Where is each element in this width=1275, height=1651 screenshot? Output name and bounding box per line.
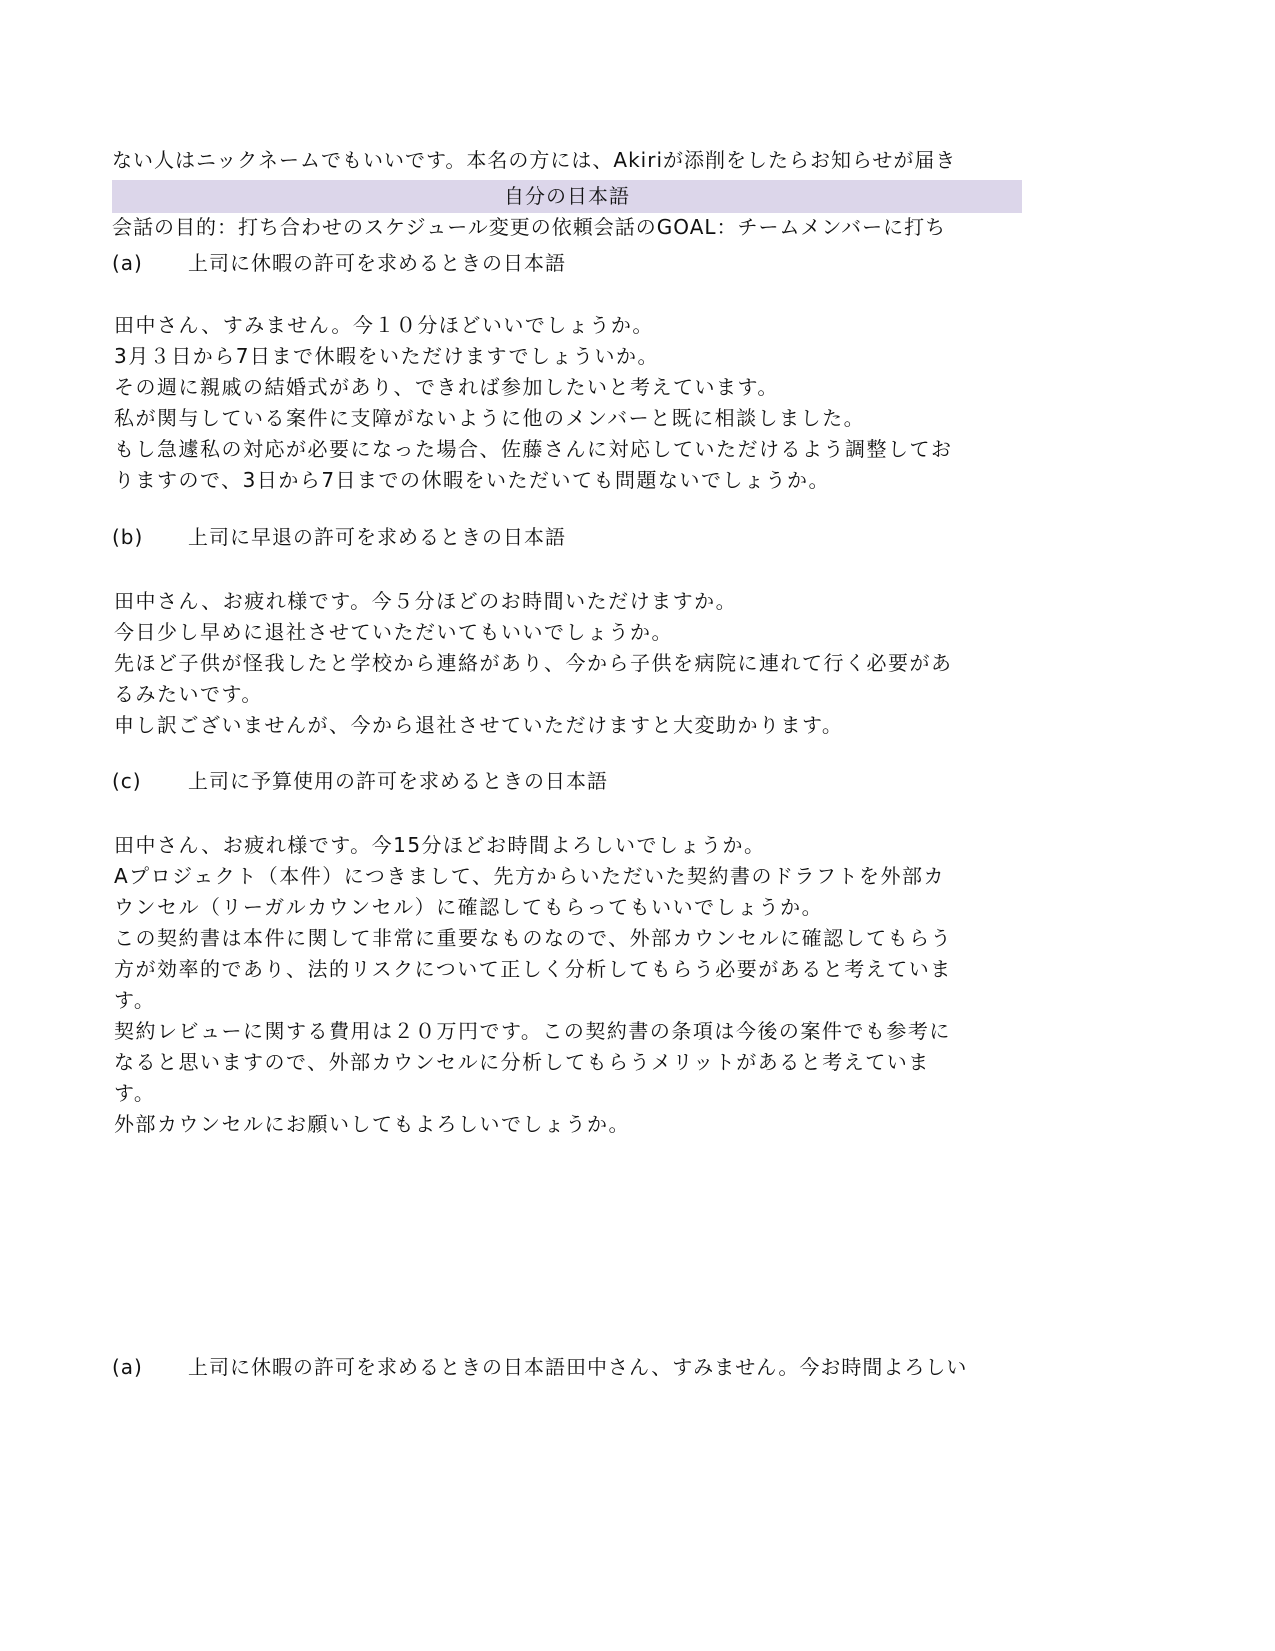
section-c-line: 方が効率的であり、法的リスクについて正しく分析してもらう必要があると考えていま: [114, 957, 952, 981]
section-a-line: その週に親戚の結婚式があり、できれば参加したいと考えています。: [114, 375, 779, 399]
section-b-heading[interactable]: [112, 522, 1022, 552]
top-note-cell[interactable]: [112, 145, 1022, 175]
section-a-heading[interactable]: [112, 248, 1022, 278]
section-a-line: 田中さん、すみません。今１０分ほどいいでしょうか。: [114, 313, 654, 337]
page-title: 自分の日本語: [504, 184, 630, 208]
section-c-line: Aプロジェクト（本件）につきまして、先方からいただいた契約書のドラフトを外部カ: [114, 864, 945, 888]
section-c-label: (c): [112, 769, 142, 793]
section-c-line: 田中さん、お疲れ様です。今15分ほどお時間よろしいでしょうか。: [114, 833, 766, 857]
footer-row-cell[interactable]: [112, 1352, 1022, 1382]
section-c-body[interactable]: [114, 830, 1014, 1140]
section-a-title: 上司に休暇の許可を求めるときの日本語: [188, 251, 566, 275]
section-a-line: 私が関与している案件に支障がないように他のメンバーと既に相談しました。: [114, 406, 866, 430]
goal-cell[interactable]: [112, 212, 1022, 242]
section-c-line: 外部カウンセルにお願いしてもよろしいでしょうか。: [114, 1112, 630, 1136]
section-b-line: るみたいです。: [114, 682, 263, 706]
section-b-line: 先ほど子供が怪我したと学校から連絡があり、今から子供を病院に連れて行く必要があ: [114, 651, 953, 675]
header-cell[interactable]: [112, 180, 1022, 213]
section-c-line: ウンセル（リーガルカウンセル）に確認してもらってもいいでしょうか。: [114, 895, 824, 919]
section-a-line: りますので、3日から7日までの休暇をいただいても問題ないでしょうか。: [114, 468, 831, 492]
section-b-label: (b): [112, 525, 144, 549]
footer-row-label: (a): [112, 1355, 143, 1379]
section-b-line: 田中さん、お疲れ様です。今５分ほどのお時間いただけますか。: [114, 589, 738, 613]
section-a-label: (a): [112, 251, 143, 275]
section-c-line: す。: [114, 1081, 156, 1105]
section-b-title: 上司に早退の許可を求めるときの日本語: [188, 525, 566, 549]
goal-text: 会話の目的：打ち合わせのスケジュール変更の依頼会話のGOAL：チームメンバーに打ち: [112, 215, 947, 239]
section-a-body[interactable]: [114, 310, 1014, 496]
section-a-line: もし急遽私の対応が必要になった場合、佐藤さんに対応していただけるよう調整してお: [114, 437, 953, 461]
section-c-line: この契約書は本件に関して非常に重要なものなので、外部カウンセルに確認してもらう: [114, 926, 953, 950]
footer-row-text: 上司に休暇の許可を求めるときの日本語田中さん、すみません。今お時間よろしい: [188, 1355, 968, 1379]
section-c-heading[interactable]: [112, 766, 1022, 796]
section-b-body[interactable]: [114, 586, 1014, 741]
section-c-line: 契約レビューに関する費用は２０万円です。この契約書の条項は今後の案件でも参考に: [114, 1019, 951, 1043]
section-b-line: 今日少し早めに退社させていただいてもいいでしょうか。: [114, 620, 673, 644]
section-b-line: 申し訳ございませんが、今から退社させていただけますと大変助かります。: [114, 713, 844, 737]
section-c-line: す。: [114, 988, 156, 1012]
section-a-line: 3月３日から7日まで休暇をいただけますでしょういか。: [114, 344, 660, 368]
section-c-title: 上司に予算使用の許可を求めるときの日本語: [188, 769, 608, 793]
section-c-line: なると思いますので、外部カウンセルに分析してもらうメリットがあると考えていま: [114, 1050, 930, 1074]
top-note-text: ない人はニックネームでもいいです。本名の方には、Akiriが添削をしたらお知らせが届き: [112, 148, 957, 172]
